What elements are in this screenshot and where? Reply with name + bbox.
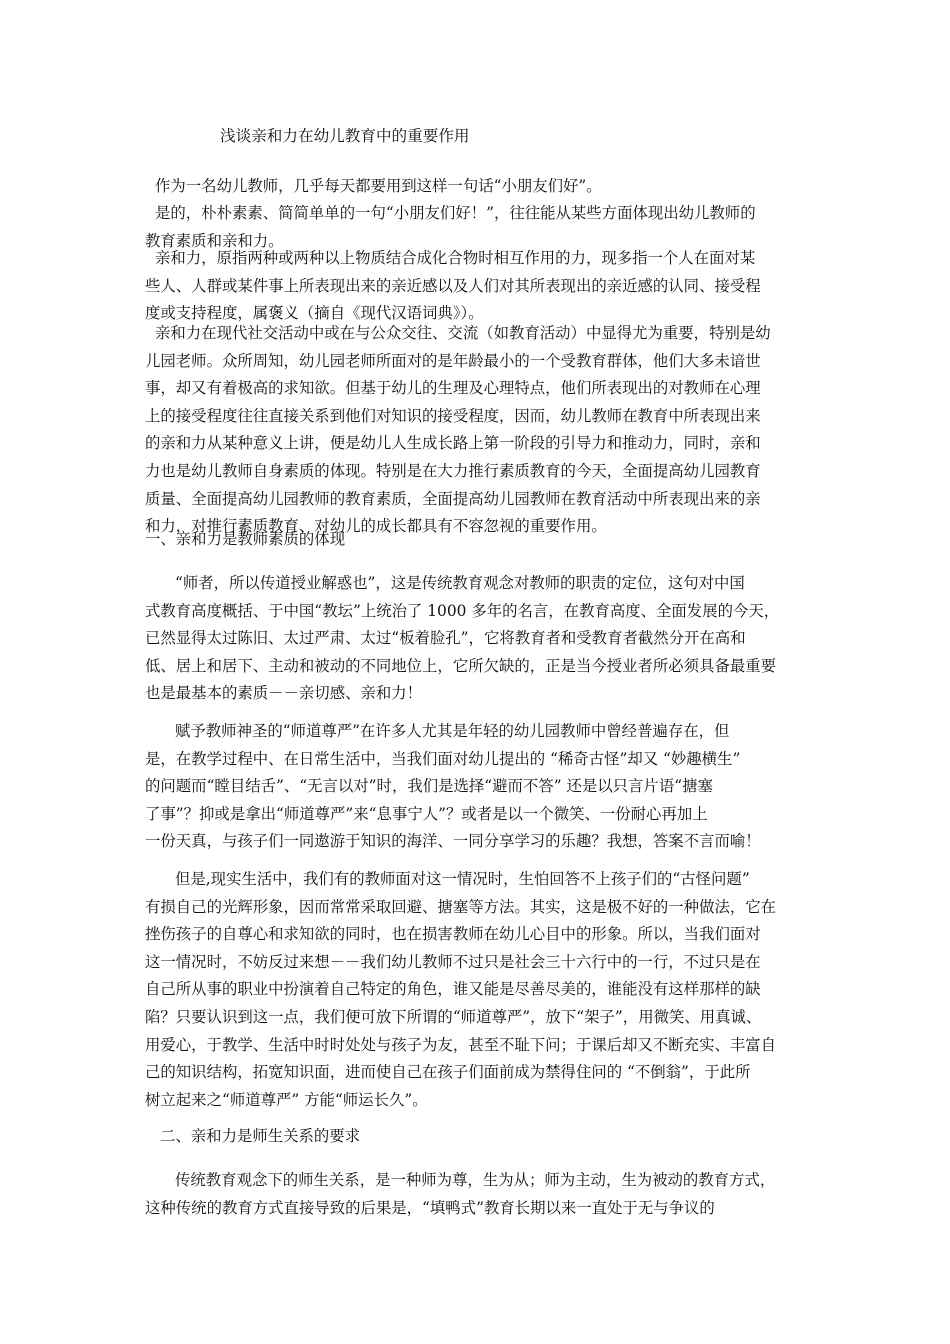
- document-page: [145, 0, 813, 1344]
- text-line: 是的，朴朴素素、简简单单的一句“小朋友们好！”，往往能从某些方面体现出幼儿教师的: [155, 204, 756, 222]
- text-line: 亲和力在现代社交活动中或在与公众交往、交流（如教育活动）中显得尤为重要，特别是幼: [155, 324, 771, 342]
- text-line: 是，在教学过程中、在日常生活中，当我们面对幼儿提出的 “稀奇古怪”却又 “妙趣横生”: [145, 749, 741, 768]
- text-line: 有损自己的光辉形象，因而常常采取回避、搪塞等方法。其实，这是极不好的一种做法，它在: [145, 897, 777, 916]
- text-line: 已然显得太过陈旧、太过严肃、太过“板着脸孔”，它将教育者和受教育者截然分开在高和: [145, 629, 746, 648]
- text-line: 的亲和力从某种意义上讲，便是幼儿人生成长路上第一阶段的引导力和推动力，同时，亲和: [145, 434, 761, 453]
- text-line: 但是,现实生活中，我们有的教师面对这一情况时，生怕回答不上孩子们的“古怪问题”: [175, 870, 750, 888]
- text-line: 力也是幼儿教师自身素质的体现。特别是在大力推行素质教育的今天，全面提高幼儿园教育: [145, 461, 761, 480]
- text-line: 陷？只要认识到这一点，我们便可放下所谓的“师道尊严”，放下“架子”，用微笑、用真诚、: [145, 1007, 762, 1026]
- paragraph-1: [145, 173, 813, 201]
- text-line: 自己所从事的职业中扮演着自己特定的角色，谁又能是尽善尽美的，谁能没有这样那样的缺: [145, 980, 761, 999]
- text-line: 这一情况时，不妨反过来想－－我们幼儿教师不过只是社会三十六行中的一行，不过只是在: [145, 952, 761, 971]
- text-line: 式教育高度概括、于中国“教坛”上统治了 1000 多年的名言，在教育高度、全面发展的今天，: [145, 601, 780, 620]
- text-line: 事，却又有着极高的求知欲。但基于幼儿的生理及心理特点，他们所表现出的对教师在心理: [145, 379, 761, 398]
- text-line: 度或支持程度，属褒义（摘自《现代汉语词典》）。: [145, 304, 484, 323]
- text-line: 用爱心，于教学、生活中时时处处与孩子为友，甚至不耻下问；于课后却又不断充实、丰富自: [145, 1035, 777, 1054]
- paragraph-8: [145, 1167, 813, 1222]
- text-line: 和力，对推行素质教育、对幼儿的成长都具有不容忽视的重要作用。: [145, 517, 607, 536]
- paragraph-4: [145, 320, 813, 541]
- text-line: 教育素质和亲和力。: [145, 231, 284, 250]
- text-line: 低、居上和居下、主动和被动的不同地位上，它所欠缺的，正是当今授业者所必须具备最重要: [145, 656, 777, 675]
- text-line: 了事”？抑或是拿出“师道尊严”来“息事宁人”？或者是以一个微笑、一份耐心再加上: [145, 804, 708, 823]
- text-line: 传统教育观念下的师生关系，是一种师为尊，生为从；师为主动，生为被动的教育方式，: [175, 1171, 776, 1189]
- section-heading-2: 二、亲和力是师生关系的要求: [160, 1127, 361, 1145]
- document-title: 浅谈亲和力在幼儿教育中的重要作用: [220, 127, 470, 145]
- section-heading-1: 一、亲和力是教师素质的体现: [145, 530, 346, 548]
- paragraph-3: [145, 245, 813, 328]
- paragraph-5: [145, 570, 813, 708]
- text-line: 也是最基本的素质－－亲切感、亲和力！: [145, 684, 423, 703]
- text-line: 一份天真，与孩子们一同遨游于知识的海洋、一同分享学习的乐趣？我想，答案不言而喻！: [145, 832, 761, 851]
- paragraph-7: [145, 866, 813, 1114]
- text-line: 赋予教师神圣的“师道尊严”在许多人尤其是年轻的幼儿园教师中曾经普遍存在，但: [175, 722, 730, 740]
- text-line: 的问题而“瞠目结舌”、“无言以对”时，我们是选择“避而不答” 还是以只言片语“搪塞: [145, 777, 713, 796]
- text-line: 挫伤孩子的自尊心和求知欲的同时，也在损害教师在幼儿心目中的形象。所以，当我们面对: [145, 925, 761, 944]
- text-line: 上的接受程度往往直接关系到他们对知识的接受程度，因而，幼儿教师在教育中所表现出来: [145, 406, 761, 425]
- text-line: 这种传统的教育方式直接导致的后果是，“填鸭式”教育长期以来一直处于无与争议的: [145, 1198, 715, 1217]
- text-line: 己的知识结构，拓宽知识面，进而使自己在孩子们面前成为禁得住问的 “不倒翁”，于此所: [145, 1063, 751, 1082]
- text-line: “师者，所以传道授业解惑也”，这是传统教育观念对教师的职责的定位，这句对中国: [175, 574, 745, 592]
- text-line: 亲和力，原指两种或两种以上物质结合成化合物时相互作用的力，现多指一个人在面对某: [155, 249, 756, 267]
- text-line: 儿园老师。众所周知，幼儿园老师所面对的是年龄最小的一个受教育群体，他们大多未谙世: [145, 351, 761, 370]
- paragraph-6: [145, 718, 813, 856]
- text-line: 作为一名幼儿教师，几乎每天都要用到这样一句话“小朋友们好”。: [155, 177, 602, 195]
- text-line: 些人、人群或某件事上所表现出来的亲近感以及人们对其所表现出的亲近感的认同、接受程: [145, 276, 761, 295]
- text-line: 树立起来之“师道尊严” 方能“师运长久”。: [145, 1090, 428, 1109]
- text-line: 质量、全面提高幼儿园教师的教育素质，全面提高幼儿园教师在教育活动中所表现出来的亲: [145, 489, 761, 508]
